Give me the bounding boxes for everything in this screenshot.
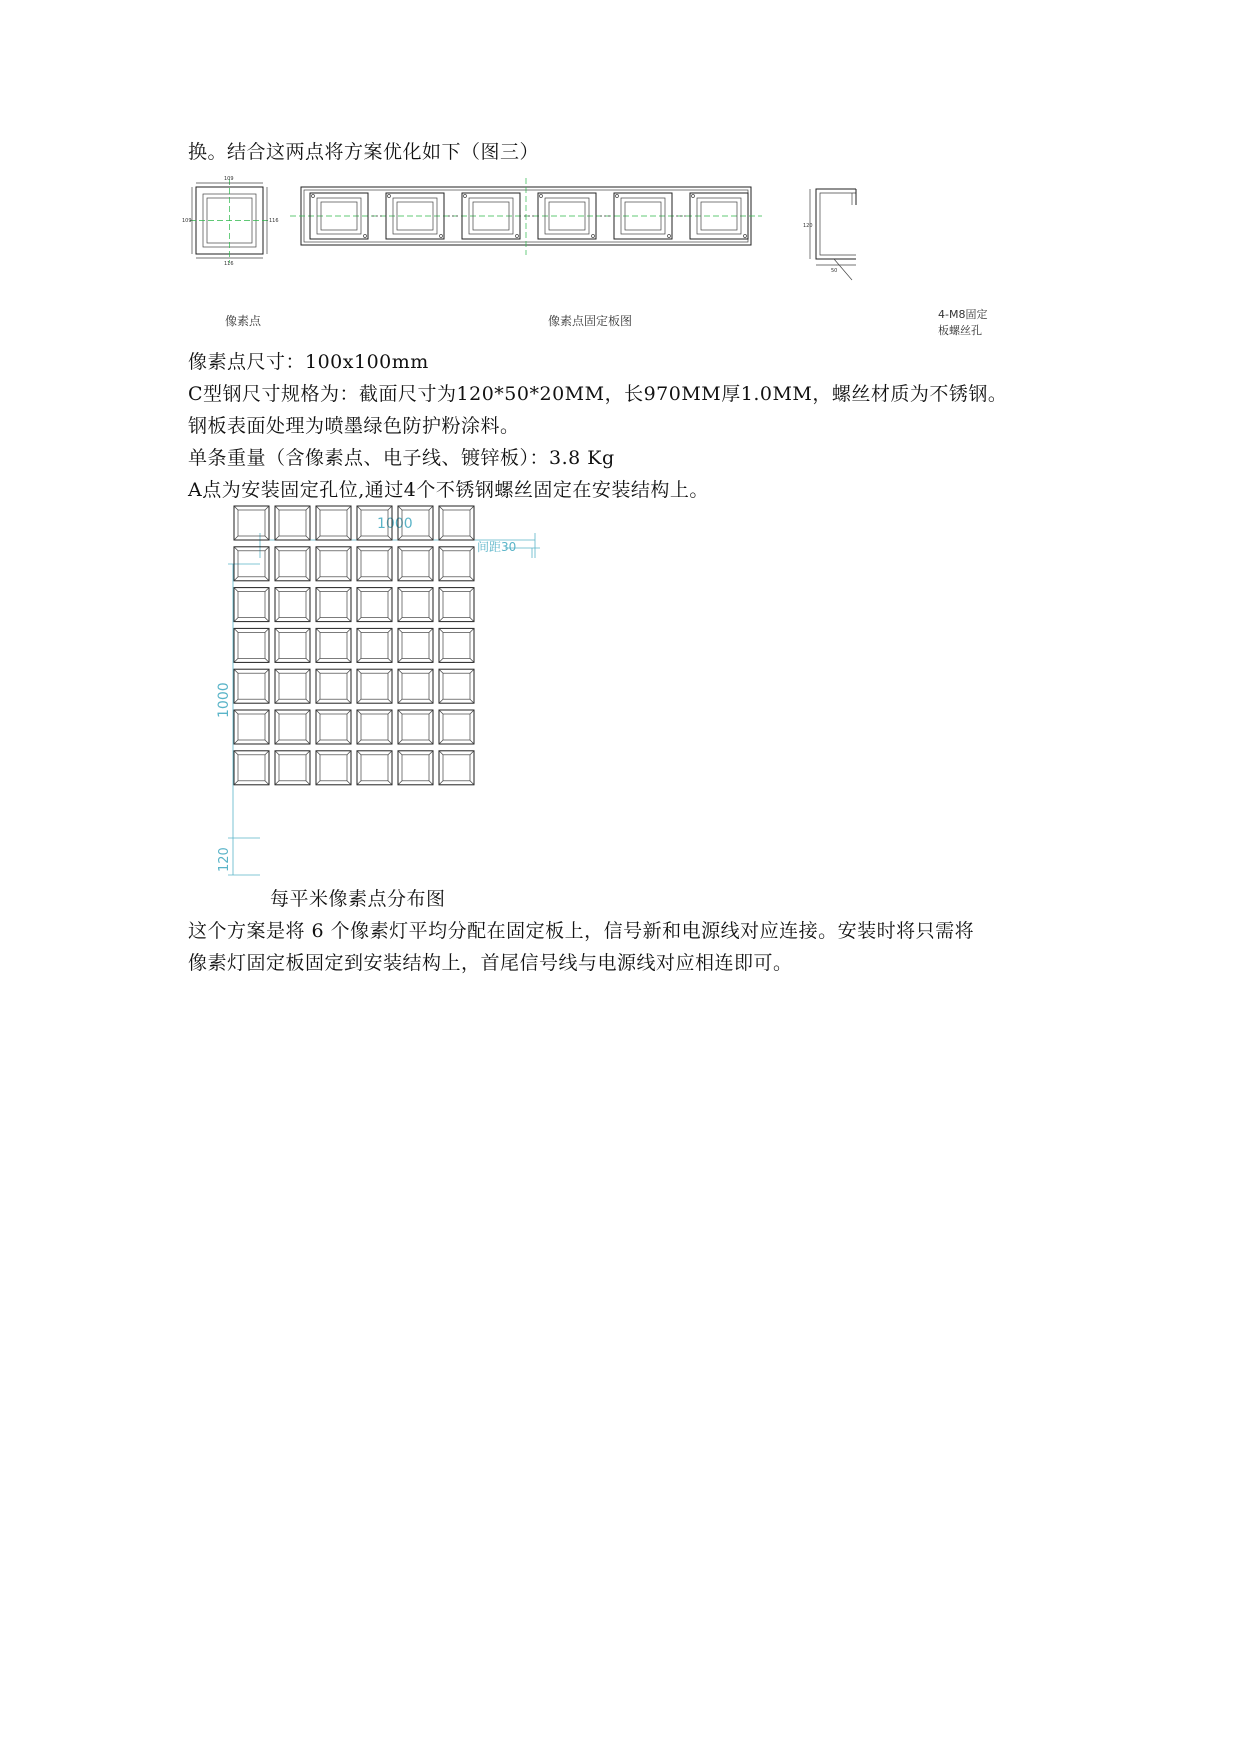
grid-pixel-cell [439,628,474,662]
c-steel-spec-text: C型钢尺寸规格为：截面尺寸为120*50*20MM，长970MM厚1.0MM，螺丝材质为不锈钢。 [188,383,1008,405]
grid-pixel-cell [398,628,433,662]
grid-pixel-cell [275,628,310,662]
csteel-dim-width: 50 [831,268,838,274]
grid-pixel-cell [439,588,474,622]
grid-pixel-cell [316,547,351,581]
grid-pixel-cell [398,751,433,785]
grid-pixel-cell [234,628,269,662]
grid-pixel-cell [357,628,392,662]
grid-pixel-cell [316,628,351,662]
pixel-dim-top: 109 [224,176,234,182]
grid-pixel-cell [234,588,269,622]
grid-pixel-cell [398,710,433,744]
grid-pixel-cell [398,669,433,703]
pixel-distribution-drawing [205,510,545,880]
grid-figure-caption: 每平米像素点分布图 [270,888,446,910]
dim-row-label: 120 [217,847,232,872]
pixel-dim-left: 109 [182,218,192,224]
pixel-dim-right: 116 [269,218,279,224]
grid-pixel-cell [439,710,474,744]
grid-pixel-cell [439,669,474,703]
dim-gap-label: 间距30 [477,540,517,554]
grid-pixel-cell [275,547,310,581]
plate-caption: 像素点固定板图 [548,314,633,328]
grid-pixel-cell [398,588,433,622]
dim-width-label: 1000 [377,516,413,532]
grid-pixel-cell [316,710,351,744]
grid-pixel-cell [439,506,474,540]
csteel-dim-height: 120 [803,223,813,229]
pixel-size-text: 像素点尺寸：100x100mm [188,351,429,373]
grid-pixel-cell [316,506,351,540]
grid-pixel-cell [357,751,392,785]
grid-pixel-cell [275,669,310,703]
grid-pixel-cell [275,751,310,785]
grid-pixel-cell [275,588,310,622]
dim-height-label: 1000 [216,682,232,718]
grid-pixel-cell [275,506,310,540]
weight-text: 单条重量（含像素点、电子线、镀锌板）：3.8 Kg [188,447,615,469]
grid-pixel-cell [234,506,269,540]
figure-pixel-plate-drawing [182,175,910,305]
paragraph-intro: 换。结合这两点将方案优化如下（图三） [188,141,540,163]
grid-pixel-cell [275,710,310,744]
grid-pixel-cell [357,547,392,581]
surface-treatment-text: 钢板表面处理为喷墨绿色防护粉涂料。 [188,415,520,437]
grid-pixel-cell [357,669,392,703]
pixel-caption: 像素点 [225,314,262,328]
bolt-label-line2: 板螺丝孔 [938,324,982,337]
grid-pixel-cell [316,669,351,703]
bolt-label-line1: 4-M8固定 [938,308,988,321]
summary-text-line1: 这个方案是将 6 个像素灯平均分配在固定板上，信号新和电源线对应连接。安装时将只需将 [188,920,975,942]
grid-pixel-cell [234,751,269,785]
grid-pixel-cell [357,588,392,622]
fixing-plate-drawing [290,178,762,255]
pixel-grid [234,506,474,785]
summary-text-line2: 像素灯固定板固定到安装结构上，首尾信号线与电源线对应相连即可。 [188,952,793,974]
grid-pixel-cell [439,751,474,785]
grid-pixel-cell [357,710,392,744]
grid-pixel-cell [234,710,269,744]
grid-pixel-cell [316,751,351,785]
c-steel-section-drawing [803,189,856,280]
grid-pixel-cell [234,669,269,703]
grid-pixel-cell [398,547,433,581]
grid-pixel-cell [439,547,474,581]
mounting-text: A点为安装固定孔位,通过4个不锈钢螺丝固定在安装结构上。 [188,479,709,501]
grid-pixel-cell [316,588,351,622]
pixel-detail-drawing [182,176,279,267]
pixel-dim-bottom: 116 [224,261,234,267]
